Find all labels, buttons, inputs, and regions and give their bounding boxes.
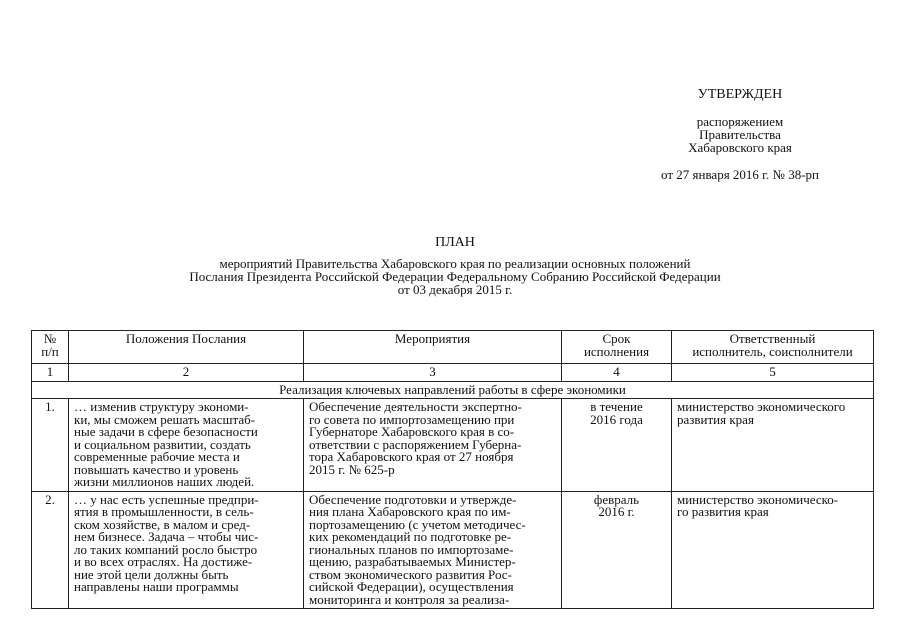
column-number-row — [32, 364, 874, 382]
row-provision: … у нас есть успешные предпри- ятия в промышленности, в сель- ском хозяйстве, в малом и сред- нем бизнесе. Задача – чтобы чис- ло таких компаний росло быстро и во всех отраслях. На достиже- ние этой цели должны быть направлены наши программы — [69, 491, 304, 609]
approval-line: Правительства — [699, 127, 781, 142]
header-deadline: Срок исполнения — [562, 331, 672, 364]
approval-line: Хабаровского края — [688, 140, 792, 155]
plan-subtitle: Послания Президента Российской Федерации Федеральному Собранию Российской Федерации — [189, 269, 721, 284]
column-number: 3 — [304, 364, 562, 382]
section-title: Реализация ключевых направлений работы в сфере экономики — [32, 381, 874, 399]
plan-title-block — [50, 236, 860, 296]
header-responsible: Ответственный исполнитель, соисполнители — [672, 331, 874, 364]
table-row — [32, 399, 874, 492]
table-row — [32, 491, 874, 609]
header-provisions: Положения Послания — [69, 331, 304, 364]
approval-line: распоряжением — [696, 114, 784, 129]
row-deadline: в течение 2016 года — [562, 399, 672, 492]
row-measure: Обеспечение подготовки и утвержде- ния плана Хабаровского края по им- портозамещению (с учетом методичес- ких рекомендаций по подготовке ре- гиональных планов по импортозаме- щению, разрабатываемых Министер- ством экономического развития Рос- сийской Федерации), осуществления мониторинга и контроля за реализа- — [304, 491, 562, 609]
section-row — [32, 381, 874, 399]
row-number: 1. — [32, 399, 69, 492]
approval-stamp — [620, 88, 860, 181]
row-number: 2. — [32, 491, 69, 609]
header-measures: Мероприятия — [304, 331, 562, 364]
row-deadline: февраль 2016 г. — [562, 491, 672, 609]
row-responsible: министерство экономического развития края — [672, 399, 874, 492]
column-number: 4 — [562, 364, 672, 382]
row-provision: … изменив структуру экономи- ки, мы сможем решать масштаб- ные задачи в сфере безопасности и социальном развитии, создать современные рабочие места и повышать качество и уровень жизни миллионов наших людей. — [69, 399, 304, 492]
plan-title: ПЛАН — [435, 235, 475, 250]
plan-subtitle: мероприятий Правительства Хабаровского края по реализации основных положений — [219, 256, 691, 271]
header-num: № п/п — [32, 331, 69, 364]
plan-subtitle: от 03 декабря 2015 г. — [397, 282, 513, 297]
table-header-row — [32, 331, 874, 364]
approval-order: от 27 января 2016 г. № 38-рп — [661, 167, 819, 182]
column-number: 1 — [32, 364, 69, 382]
row-measure: Обеспечение деятельности экспертно- го совета по импортозамещению при Губернаторе Хабаровского края в со- ответствии с распоряжением Губерна- тора Хабаровского края от 27 ноября 2015 г. № 625-р — [304, 399, 562, 492]
column-number: 2 — [69, 364, 304, 382]
approval-heading: УТВЕРЖДЕН — [697, 87, 783, 102]
column-number: 5 — [672, 364, 874, 382]
row-responsible: министерство экономическо- го развития края — [672, 491, 874, 609]
plan-table — [31, 330, 874, 609]
